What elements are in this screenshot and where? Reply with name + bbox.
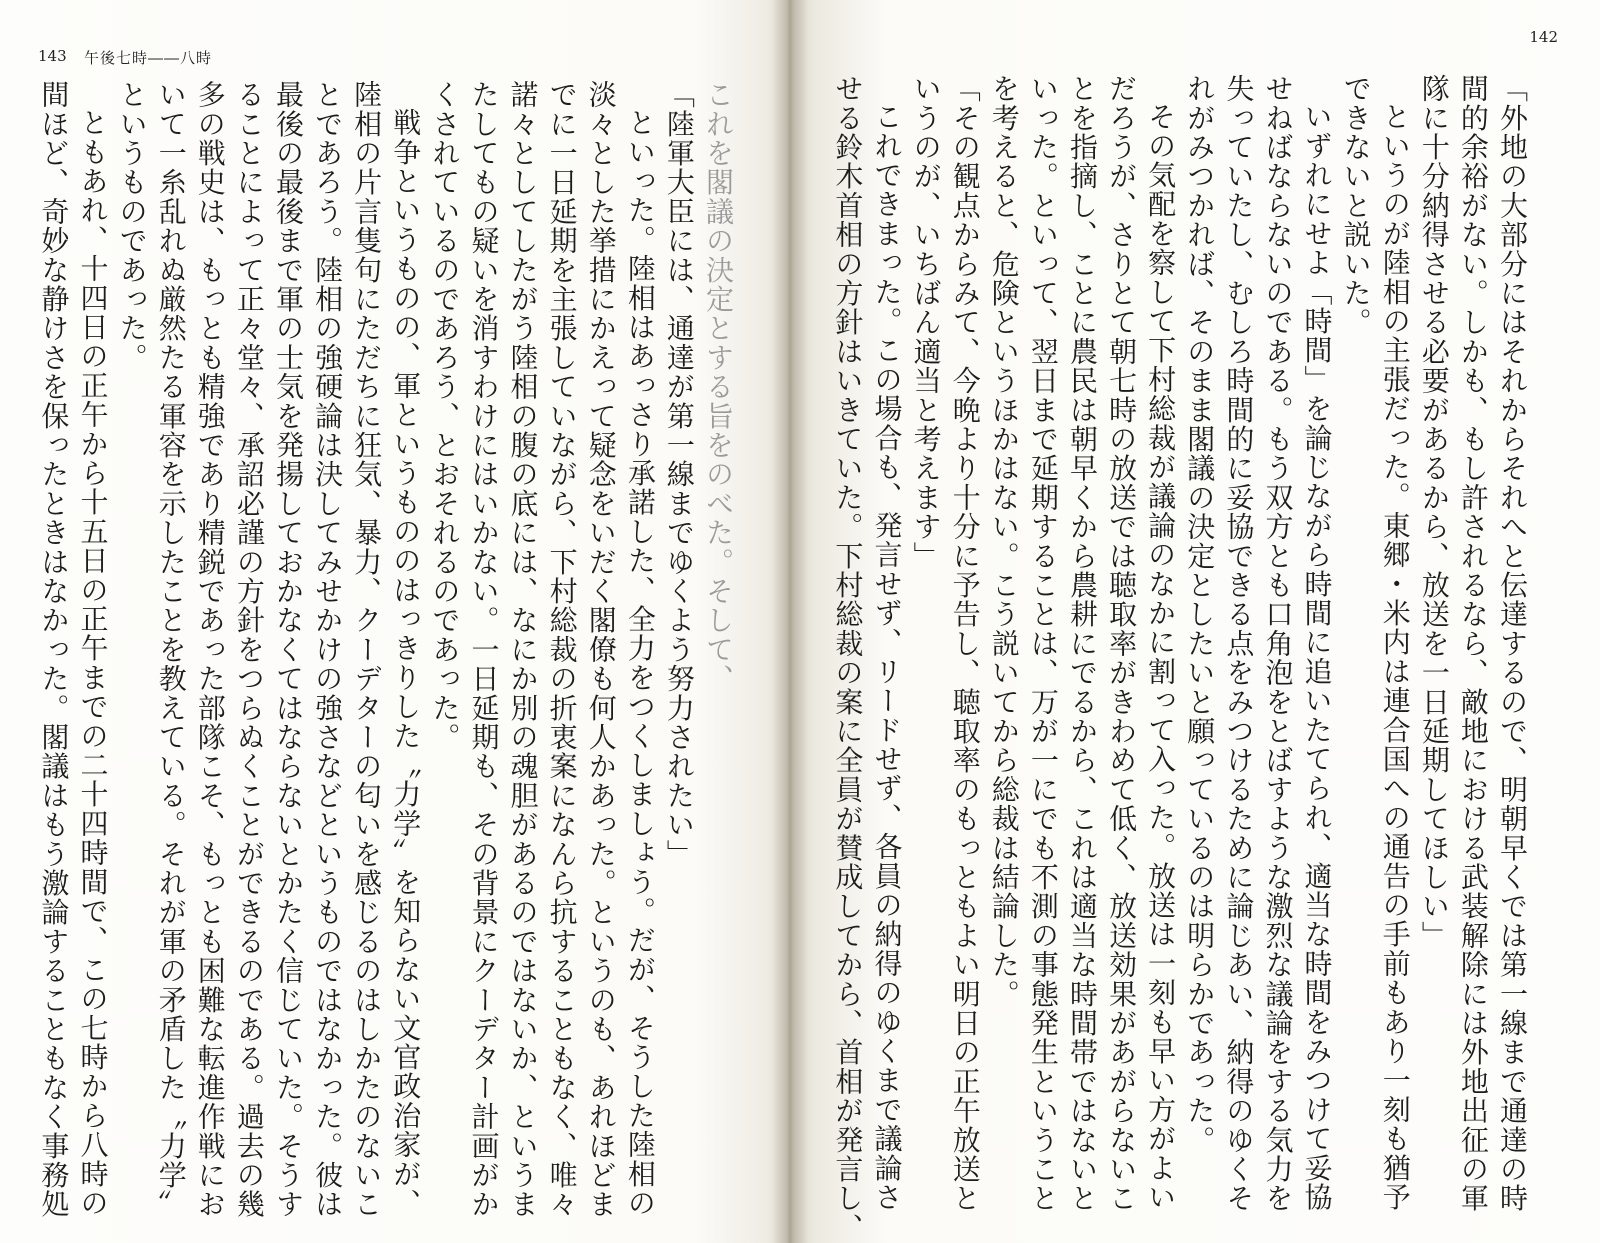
text-line: これできまった。この場合も、発言せず、リードせず、各員の納得のゆくまで議論さ (870, 102, 904, 1212)
text-line: れがみつかれば、そのまま閣議の決定としたいと願っているのは明らかであった。 (1183, 74, 1217, 1155)
running-head: 午後七時――八時 (84, 49, 213, 67)
text-line: というものであった。 (115, 80, 149, 372)
text-line: これを閣議の決定とする旨をのべた。そして、 (702, 80, 735, 694)
right-page-body-text (812, 74, 1532, 1242)
text-line: 諾々としてしたがう陸相の腹の底には、なにか別の魂胆があるのではないか、というま (506, 80, 540, 1219)
text-line: とを指摘し、ことに農民は朝早くから農耕にでるから、これは適当な時間帯ではないと (1065, 74, 1099, 1213)
page-number-left: 143 (38, 47, 67, 65)
text-line: くされているのであろう、とおそれるのであった。 (428, 80, 462, 752)
text-line: 多の戦史は、もっとも精強であり精鋭であった部隊こそ、もっとも困難な転進作戦にお (193, 80, 227, 1219)
text-line: 隊に十分納得させる必要があるから、放送を一日延期してほしい」 (1417, 74, 1451, 950)
text-line: 「外地の大部分にはそれからそれへと伝達するので、明朝早くでは第一線まで通達の時 (1496, 74, 1529, 1213)
text-line: いて一糸乱れぬ厳然たる軍容を示したことを教えている。それが軍の矛盾した〝力学〟 (154, 80, 188, 1219)
text-line: 「陸軍大臣には、通達が第一線までゆくよう努力されたい」 (662, 80, 696, 869)
text-line: 間ほど、奇妙な静けさを保ったときはなかった。閣議はもう激論することもなく事務処 (37, 80, 71, 1219)
text-line: とであろう。陸相の強硬論は決してみせかけの強さなどというものではなかった。彼は (311, 80, 345, 1219)
text-line: せる鈴木首相の方針はいきていた。下村総裁の案に全員が賛成してから、首相が発言し、 (831, 74, 865, 1242)
text-line: 最後の最後まで軍の士気を発揚しておかなくてはならないとかたく信じていた。そうす (271, 80, 305, 1219)
left-page (0, 0, 790, 1243)
text-line: 間的余裕がない。しかも、もし許されるなら、敵地における武装解除には外地出征の軍 (1456, 74, 1490, 1213)
text-line: というのが陸相の主張だった。東郷・米内は連合国への通告の手前もあり一刻も猶予 (1378, 102, 1412, 1212)
text-line: たしてもの疑いを消すわけにはいかない。一日延期も、その背景にクーデター計画がか (467, 80, 501, 1219)
left-page-body-text (38, 80, 738, 1220)
text-line: 失っていたし、むしろ時間的に妥協できる点をみつけるために論じあい、納得のゆくそ (1222, 74, 1256, 1213)
text-line: といった。陸相はあっさり承諾した、全力をつくしましょう。だが、そうした陸相の (623, 108, 657, 1218)
text-line: を考えると、危険というほかはない。こう説いてから総裁は結論した。 (987, 74, 1021, 1009)
text-line: せねばならないのである。もう双方とも口角泡をとばすような激烈な議論をする気力を (1261, 74, 1295, 1213)
text-line: いうのが、いちばん適当と考えます」 (909, 74, 943, 571)
text-line: だろうが、さりとて朝七時の放送では聴取率がきわめて低く、放送効果があがらないこ (1105, 74, 1139, 1213)
text-line: ともあれ、十四日の正午から十五日の正午までの二十四時間で、この七時から八時の (76, 108, 110, 1218)
text-line: でに一日延期を主張していながら、下村総裁の折衷案になんら抗することもなく、唯々 (545, 80, 579, 1219)
text-line: 「その観点からみて、今晩より十分に予告し、聴取率のもっともよい明日の正午放送と (948, 74, 982, 1213)
text-line: 淡々とした挙措にかえって疑念をいだく閣僚も何人かあった。というのも、あれほどま (584, 80, 618, 1219)
page-number-right: 142 (1529, 28, 1558, 46)
right-page (790, 0, 1600, 1243)
text-line: その気配を察して下村総裁が議論のなかに割って入った。放送は一刻も早い方がよい (1144, 102, 1178, 1212)
text-line: 戦争というものの、軍というもののはっきりした〝力学〟を知らない文官政治家が、 (389, 108, 423, 1218)
text-line: できないと説いた。 (1339, 74, 1373, 337)
text-line: 陸相の片言隻句にただちに狂気、暴力、クーデターの匂いを感じるのはしかたのないこ (350, 80, 384, 1219)
text-line: いった。といって、翌日まで延期することは、万が一にでも不測の事態発生ということ (1026, 74, 1060, 1213)
text-line: ることによって正々堂々、承詔必謹の方針をつらぬくことができるのである。過去の幾 (232, 80, 266, 1219)
book-gutter (772, 0, 808, 1243)
text-line: いずれにせよ「時間」を論じながら時間に追いたてられ、適当な時間をみつけて妥協 (1300, 102, 1334, 1212)
